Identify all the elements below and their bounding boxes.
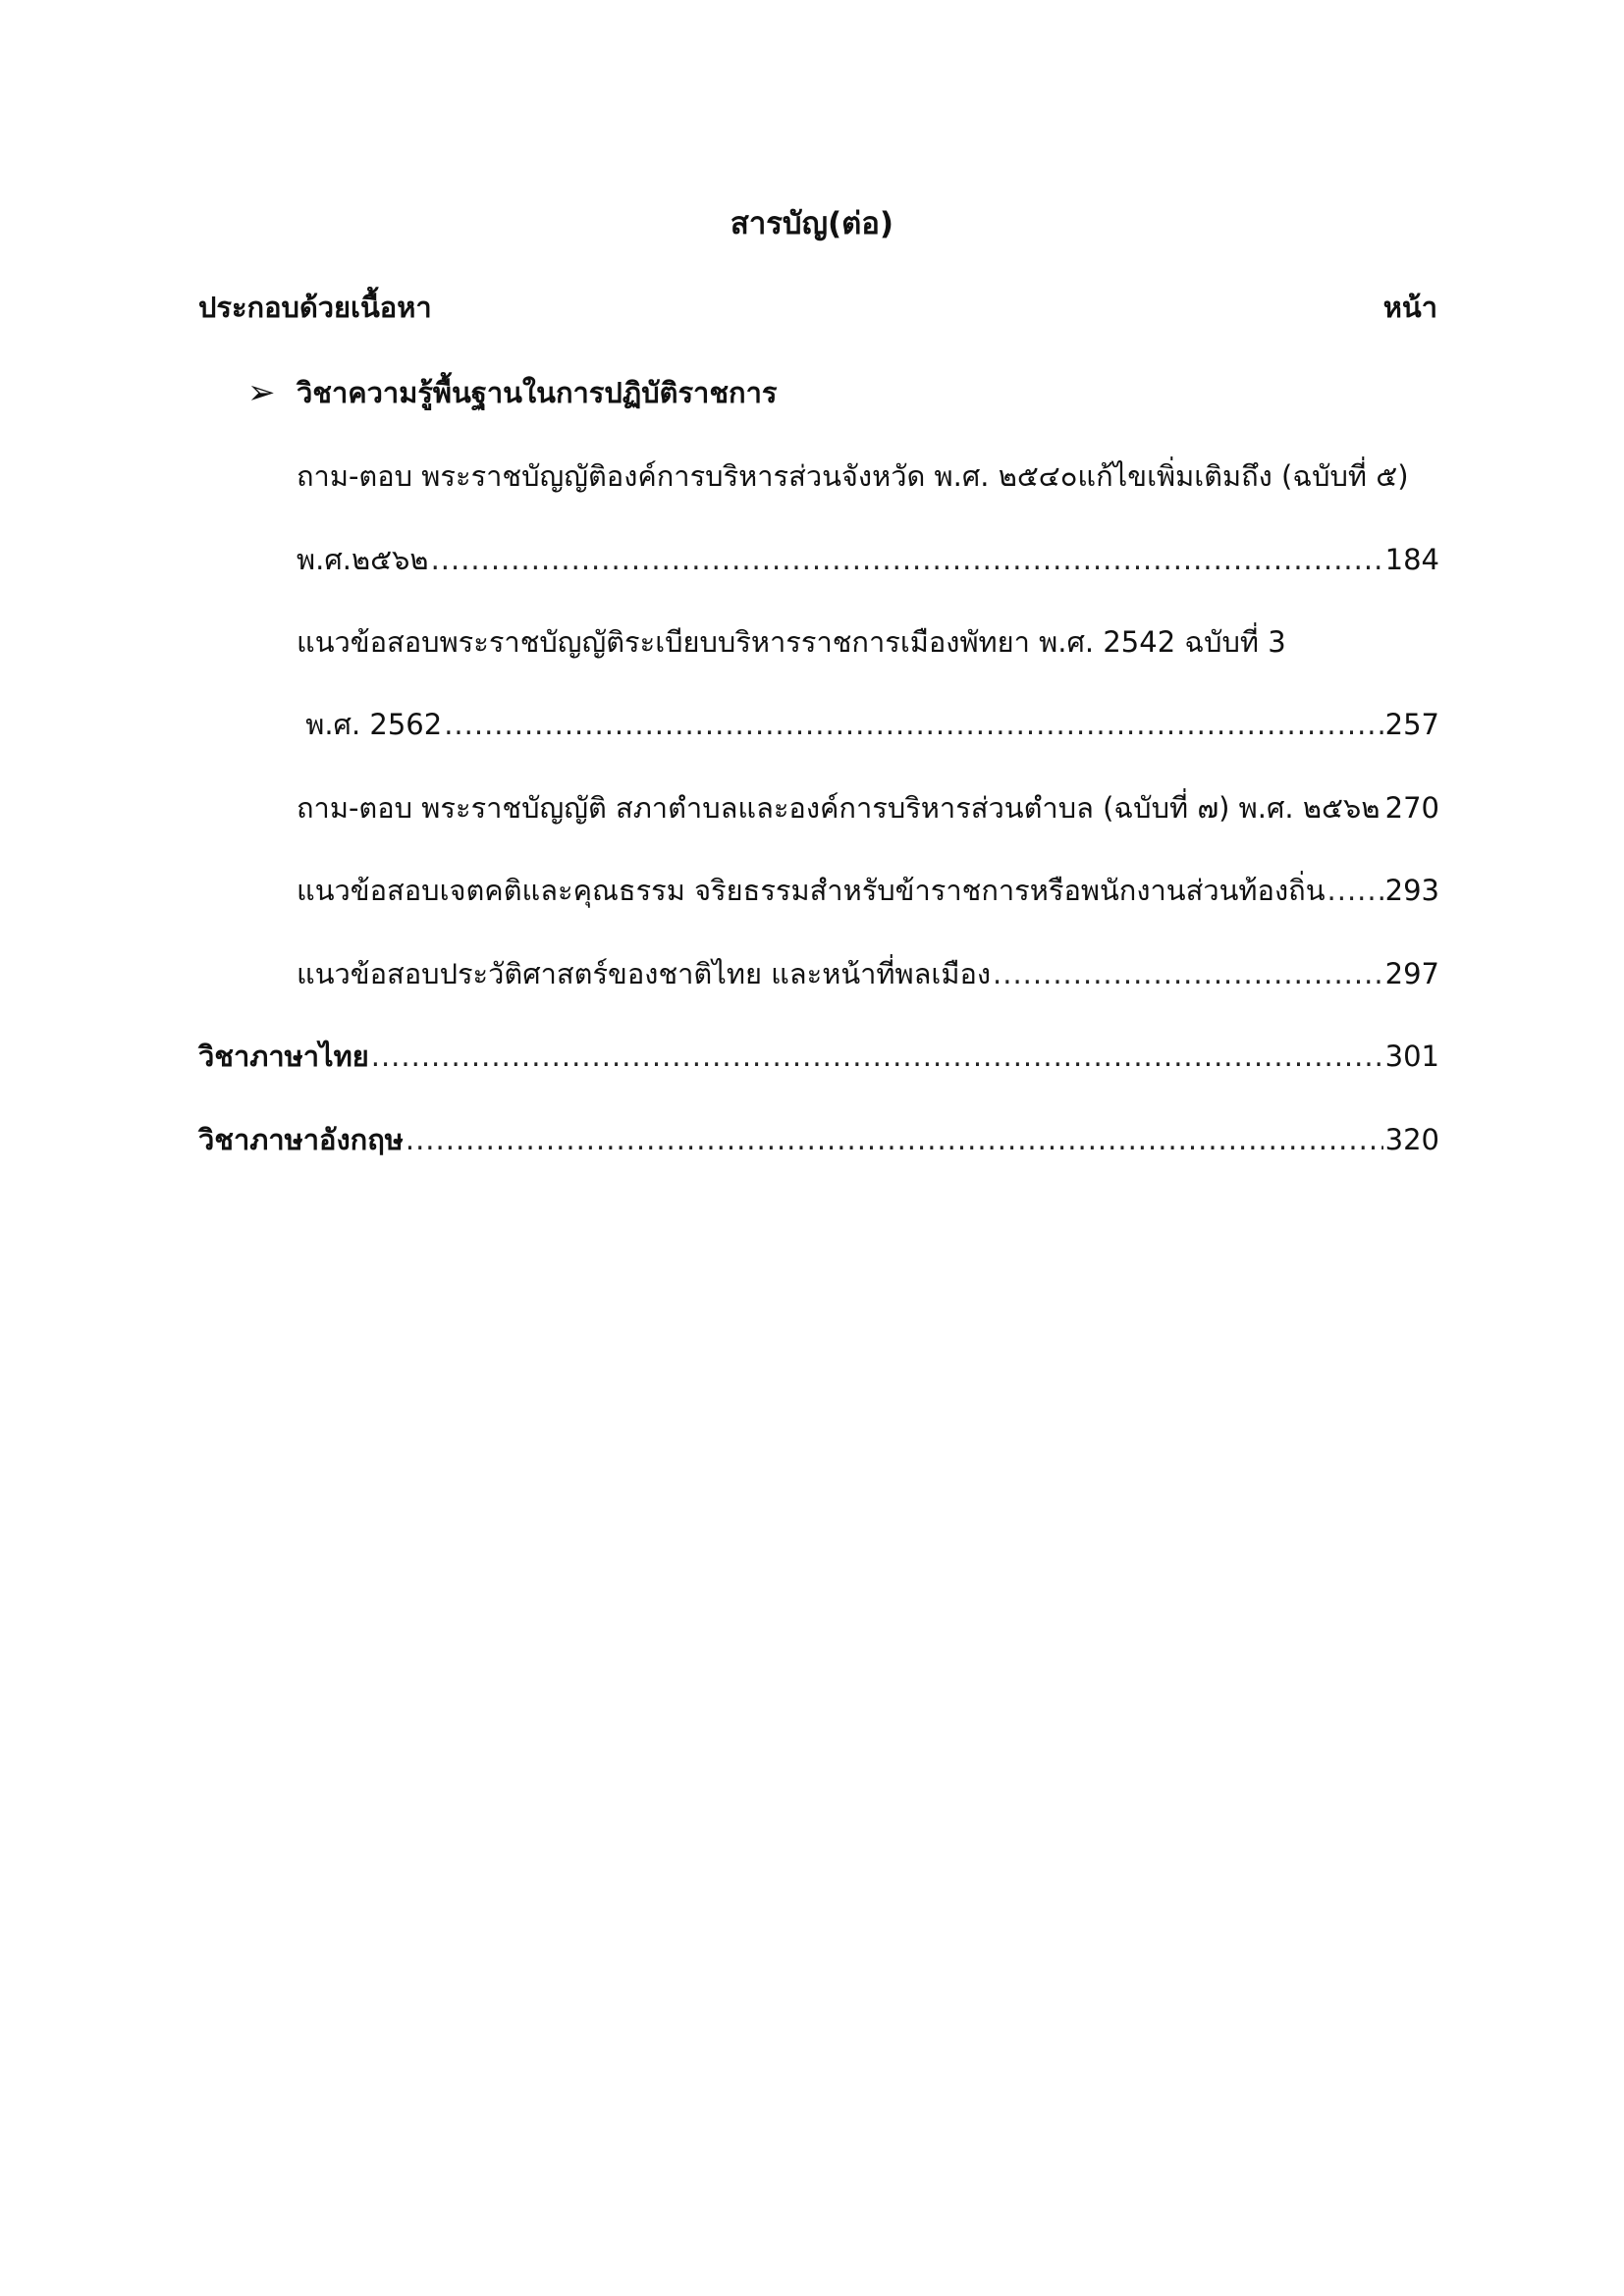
column-header-page: หน้า — [1382, 291, 1437, 324]
dot-leader — [993, 954, 1383, 993]
toc-entry-text: ถาม-ตอบ พระราชบัญญัติ สภาตำบลและองค์การบริหารส่วนตำบล (ฉบับที่ ๗) พ.ศ. ๒๕๖๒ — [297, 791, 1380, 825]
toc-entry[interactable] — [297, 871, 1439, 910]
section-heading: วิชาความรู้พื้นฐานในการปฏิบัติราชการ — [297, 376, 778, 409]
toc-entry[interactable] — [297, 540, 1439, 579]
toc-entry[interactable] — [297, 788, 1439, 828]
toc-subject[interactable] — [198, 1037, 1439, 1076]
subject-title: วิชาภาษาอังกฤษ — [198, 1123, 404, 1156]
subject-title: วิชาภาษาไทย — [198, 1040, 369, 1073]
page-number: 297 — [1384, 957, 1439, 990]
page-title: สารบัญ(ต่อ) — [730, 206, 894, 241]
page-number: 293 — [1384, 874, 1439, 907]
dot-leader — [444, 705, 1382, 744]
dot-leader — [431, 540, 1383, 579]
page-number: 301 — [1384, 1040, 1439, 1073]
toc-entry-line2: พ.ศ. 2562 — [297, 708, 443, 741]
toc-entry[interactable] — [297, 705, 1439, 744]
column-header-content: ประกอบด้วยเนื้อหา — [198, 291, 432, 324]
page-number: 270 — [1384, 791, 1439, 825]
dot-leader — [406, 1120, 1383, 1159]
dot-leader — [371, 1037, 1383, 1076]
arrow-bullet-icon: ➢ — [247, 373, 276, 412]
toc-subject[interactable] — [198, 1120, 1439, 1159]
page-number: 184 — [1384, 543, 1439, 576]
toc-entry-line1: ถาม-ตอบ พระราชบัญญัติองค์การบริหารส่วนจังหวัด พ.ศ. ๒๕๔๐แก้ไขเพิ่มเติมถึง (ฉบับที่ ๕) — [297, 459, 1409, 493]
page-number: 320 — [1384, 1123, 1439, 1156]
toc-entry[interactable] — [297, 954, 1439, 993]
toc-entry-line2: พ.ศ.๒๕๖๒ — [297, 543, 429, 576]
toc-entry-text: แนวข้อสอบประวัติศาสตร์ของชาติไทย และหน้าที่พลเมือง — [297, 957, 992, 990]
dot-leader — [1381, 788, 1382, 828]
page-number: 257 — [1384, 708, 1439, 741]
toc-entry-text: แนวข้อสอบเจตคติและคุณธรรม จริยธรรมสำหรับข้าราชการหรือพนักงานส่วนท้องถิ่น — [297, 874, 1326, 907]
toc-entry-line1: แนวข้อสอบพระราชบัญญัติระเบียบบริหารราชการเมืองพัทยา พ.ศ. 2542 ฉบับที่ 3 — [297, 625, 1286, 659]
dot-leader — [1327, 871, 1383, 910]
